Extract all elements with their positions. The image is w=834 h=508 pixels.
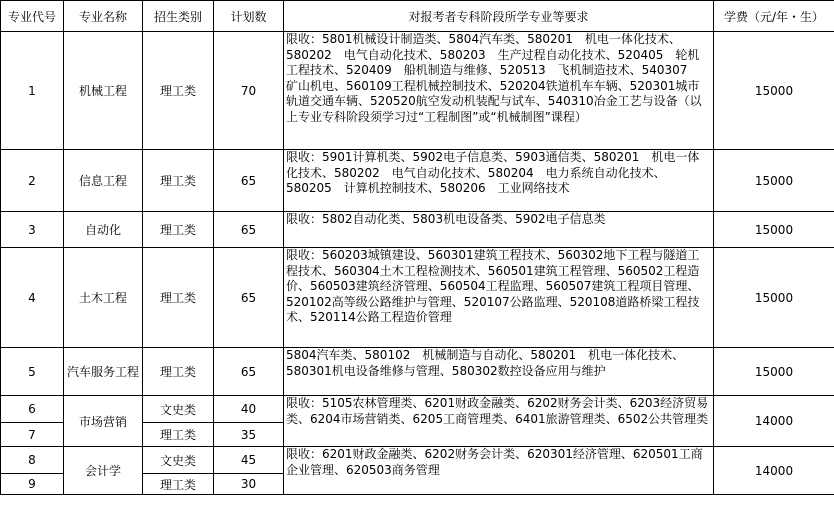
requirements bbox=[284, 32, 714, 150]
table-row bbox=[1, 32, 834, 150]
major-code: 9 bbox=[1, 474, 64, 495]
requirements-text: 限收：5901计算机类、5902电子信息类、5903通信类、580201 机电一体化技术、580202 电气自动化技术、580204 电力系统自动化技术、580205 计算机控制技术、580206 工业网络技术 bbox=[286, 150, 700, 196]
requirements-text: 限收：5105农林管理类、6201财政金融类、6202财务会计类、6203经济贸易类、6204市场营销类、6205工商管理类、6401旅游管理类、6502公共管理类 bbox=[286, 396, 709, 426]
major-name: 汽车服务工程 bbox=[64, 348, 143, 396]
header-major-name: 专业名称 bbox=[64, 1, 143, 32]
plan-count: 65 bbox=[214, 348, 284, 396]
table-row bbox=[1, 396, 834, 423]
tuition: 14000 bbox=[714, 396, 834, 447]
plan-count: 40 bbox=[214, 396, 284, 423]
requirements bbox=[284, 348, 714, 396]
table-row bbox=[1, 447, 834, 474]
category: 理工类 bbox=[143, 423, 214, 447]
tuition: 15000 bbox=[714, 212, 834, 248]
tuition: 15000 bbox=[714, 32, 834, 150]
plan-count: 30 bbox=[214, 474, 284, 495]
tuition: 15000 bbox=[714, 150, 834, 212]
major-name: 会计学 bbox=[64, 447, 143, 495]
category: 理工类 bbox=[143, 150, 214, 212]
table-row bbox=[1, 248, 834, 348]
major-name: 市场营销 bbox=[64, 396, 143, 447]
category: 文史类 bbox=[143, 396, 214, 423]
header-tuition: 学费（元/年・生） bbox=[714, 1, 834, 32]
major-name: 机械工程 bbox=[64, 32, 143, 150]
header-row bbox=[1, 1, 834, 32]
header-plan-count: 计划数 bbox=[214, 1, 284, 32]
plan-count: 65 bbox=[214, 248, 284, 348]
major-code: 1 bbox=[1, 32, 64, 150]
requirements bbox=[284, 248, 714, 348]
category: 理工类 bbox=[143, 474, 214, 495]
tuition: 15000 bbox=[714, 348, 834, 396]
major-code: 5 bbox=[1, 348, 64, 396]
header-code: 专业代号 bbox=[1, 1, 64, 32]
requirements-text: 限收：5802自动化类、5803机电设备类、5902电子信息类 bbox=[286, 212, 606, 226]
major-code: 8 bbox=[1, 447, 64, 474]
major-name: 自动化 bbox=[64, 212, 143, 248]
requirements bbox=[284, 447, 714, 495]
table-row bbox=[1, 348, 834, 396]
major-name: 土木工程 bbox=[64, 248, 143, 348]
tuition: 15000 bbox=[714, 248, 834, 348]
requirements-text: 限收：5801机械设计制造类、5804汽车类、580201 机电一体化技术、580202 电气自动化技术、580203 生产过程自动化技术、520405 轮机工程技术、520409 船机制造与维修、520513 飞机制造技术、540307 矿山机电、560109工程机械控制技术、520204铁道机车车辆、520301城市轨道交通车辆、520520航空发动机装配与试车、540310冶金工艺与设备（以上专业专科阶段须学习过“工程制图”或“机械制图”课程） bbox=[286, 32, 702, 124]
header-category: 招生类别 bbox=[143, 1, 214, 32]
major-code: 2 bbox=[1, 150, 64, 212]
requirements-text: 5804汽车类、580102 机械制造与自动化、580201 机电一体化技术、580301机电设备维修与管理、580302数控设备应用与维护 bbox=[286, 348, 685, 378]
requirements bbox=[284, 212, 714, 248]
header-requirements: 对报考者专科阶段所学专业等要求 bbox=[284, 1, 714, 32]
major-code: 6 bbox=[1, 396, 64, 423]
table-row bbox=[1, 212, 834, 248]
plan-count: 45 bbox=[214, 447, 284, 474]
plan-count: 65 bbox=[214, 212, 284, 248]
requirements bbox=[284, 396, 714, 447]
plan-count: 65 bbox=[214, 150, 284, 212]
table-row bbox=[1, 150, 834, 212]
major-code: 3 bbox=[1, 212, 64, 248]
major-code: 7 bbox=[1, 423, 64, 447]
major-name: 信息工程 bbox=[64, 150, 143, 212]
category: 理工类 bbox=[143, 212, 214, 248]
plan-count: 35 bbox=[214, 423, 284, 447]
requirements bbox=[284, 150, 714, 212]
requirements-text: 限收：560203城镇建设、560301建筑工程技术、560302地下工程与隧道工程技术、560304土木工程检测技术、560501建筑工程管理、560502工程造价、560503建筑经济管理、560504工程监理、560507建筑工程项目管理、520102高等级公路维护与管理、520107公路监理、520108道路桥梁工程技术、520114公路工程造价管理 bbox=[286, 248, 700, 325]
tuition: 14000 bbox=[714, 447, 834, 495]
requirements-text: 限收：6201财政金融类、6202财务会计类、620301经济管理、620501工商企业管理、620503商务管理 bbox=[286, 447, 703, 477]
category: 文史类 bbox=[143, 447, 214, 474]
plan-count: 70 bbox=[214, 32, 284, 150]
category: 理工类 bbox=[143, 248, 214, 348]
category: 理工类 bbox=[143, 32, 214, 150]
category: 理工类 bbox=[143, 348, 214, 396]
major-code: 4 bbox=[1, 248, 64, 348]
